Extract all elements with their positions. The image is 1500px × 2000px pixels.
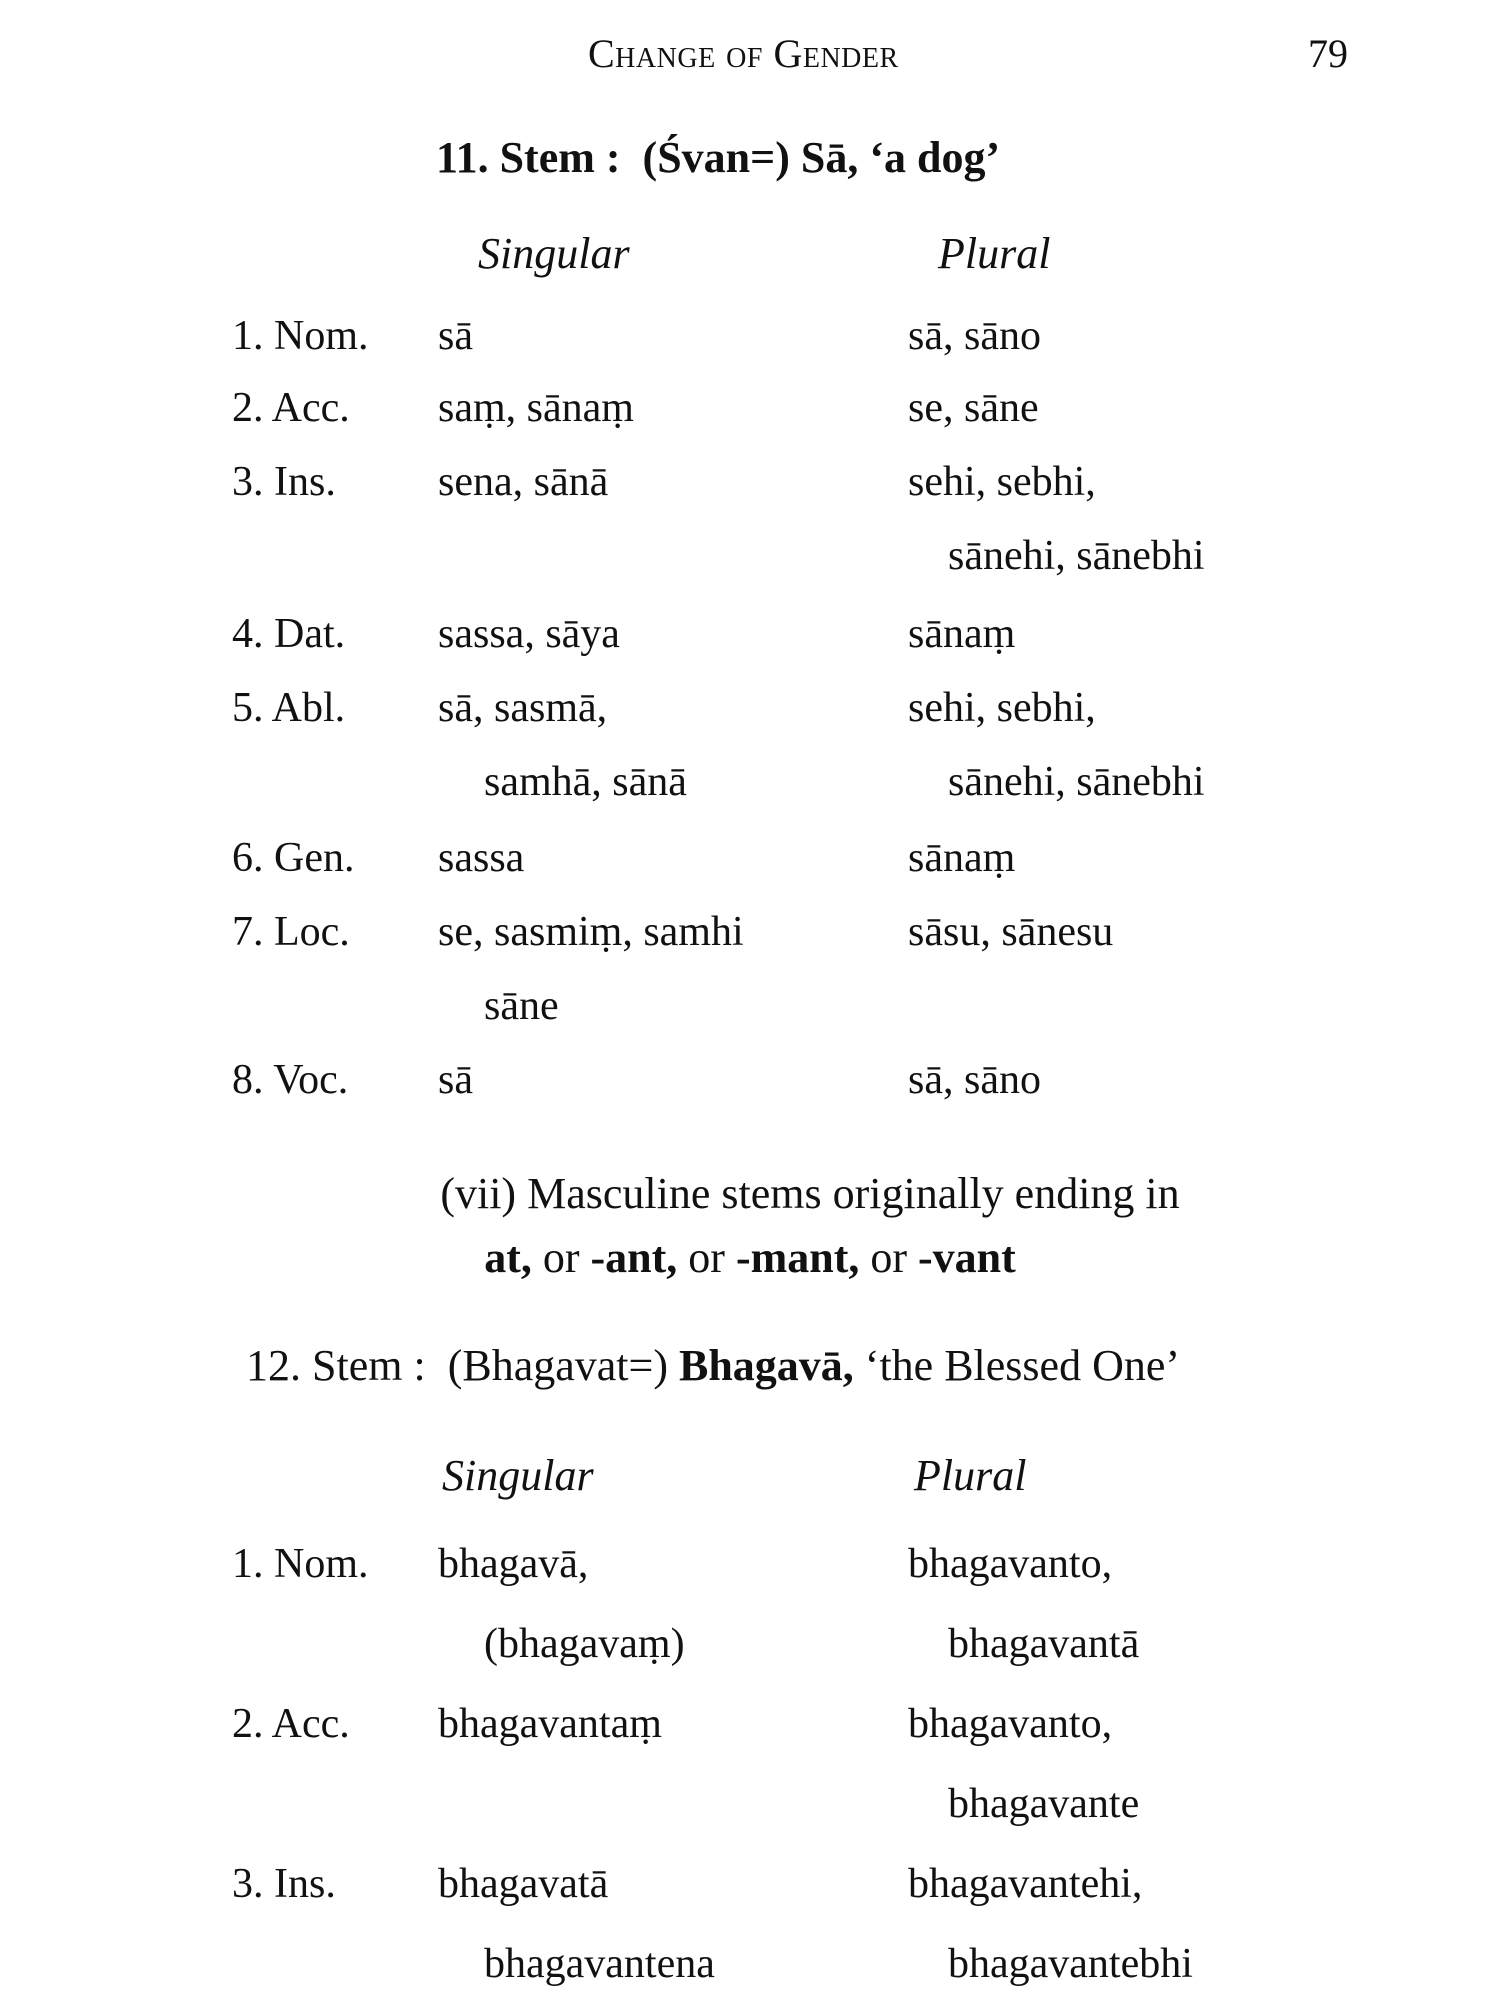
singular-form: bhagavantena bbox=[484, 1941, 715, 1987]
singular-form: sā bbox=[438, 313, 473, 359]
stem-12-singular-heading: Singular bbox=[442, 1451, 594, 1500]
table-row bbox=[0, 610, 1500, 670]
case-label: 6. Gen. bbox=[232, 835, 355, 881]
case-label: 1. Nom. bbox=[232, 1541, 369, 1587]
table-row bbox=[0, 1780, 1500, 1840]
stem-12-word: Bhagavā, bbox=[678, 1341, 854, 1390]
running-head bbox=[0, 30, 1500, 80]
stem-11-label: Stem : bbox=[499, 133, 621, 182]
ending-mant: -mant, bbox=[735, 1233, 860, 1282]
plural-form: sā, sāno bbox=[908, 1057, 1041, 1103]
singular-form: bhagavantaṃ bbox=[438, 1701, 662, 1747]
stem-12-number: 12. bbox=[246, 1341, 301, 1390]
table-row bbox=[0, 1056, 1500, 1116]
plural-form: bhagavante bbox=[948, 1781, 1140, 1827]
case-label: 3. Ins. bbox=[232, 459, 336, 505]
table-row bbox=[0, 908, 1500, 968]
table-row bbox=[0, 532, 1500, 592]
case-label: 4. Dat. bbox=[232, 611, 346, 657]
stem-12-origin: (Bhagavat=) bbox=[447, 1341, 668, 1390]
singular-form: bhagavā, bbox=[438, 1541, 589, 1587]
stem-12-gloss: ‘the Blessed One’ bbox=[864, 1341, 1181, 1390]
singular-form: (bhagavaṃ) bbox=[484, 1621, 685, 1667]
case-label: 7. Loc. bbox=[232, 909, 350, 955]
table-row bbox=[0, 1540, 1500, 1600]
case-label: 2. Acc. bbox=[232, 385, 350, 431]
table-row bbox=[0, 1860, 1500, 1920]
ending-ant: -ant, bbox=[590, 1233, 678, 1282]
plural-form: sānaṃ bbox=[908, 835, 1016, 881]
stem-11-heading bbox=[436, 132, 1000, 183]
plural-form: sehi, sebhi, bbox=[908, 459, 1096, 505]
stem-11-number: 11. bbox=[436, 133, 489, 182]
table-row bbox=[0, 758, 1500, 818]
table-row bbox=[0, 1940, 1500, 2000]
plural-form: bhagavantebhi bbox=[948, 1941, 1193, 1987]
plural-form: sāsu, sānesu bbox=[908, 909, 1114, 955]
or-word: or bbox=[870, 1233, 908, 1282]
plural-form: sehi, sebhi, bbox=[908, 685, 1096, 731]
or-word: or bbox=[542, 1233, 580, 1282]
stem-12-heading bbox=[246, 1340, 1180, 1391]
stem-11-word: Sā, bbox=[800, 133, 859, 182]
running-title: Change of Gender bbox=[588, 31, 899, 76]
table-row bbox=[0, 1620, 1500, 1680]
case-label: 5. Abl. bbox=[232, 685, 346, 731]
table-row bbox=[0, 684, 1500, 744]
table-row bbox=[0, 1700, 1500, 1760]
plural-form: bhagavanto, bbox=[908, 1701, 1113, 1747]
table-row bbox=[0, 384, 1500, 444]
singular-form: samhā, sānā bbox=[484, 759, 687, 805]
singular-form: sassa, sāya bbox=[438, 611, 620, 657]
plural-form: bhagavantehi, bbox=[908, 1861, 1143, 1907]
singular-form: bhagavatā bbox=[438, 1861, 609, 1907]
ending-vant: -vant bbox=[918, 1233, 1016, 1282]
table-row bbox=[0, 312, 1500, 372]
table-row bbox=[0, 982, 1500, 1042]
singular-form: sassa bbox=[438, 835, 525, 881]
case-label: 2. Acc. bbox=[232, 1701, 350, 1747]
table-row bbox=[0, 834, 1500, 894]
stem-11-singular-heading: Singular bbox=[478, 229, 630, 278]
plural-form: bhagavantā bbox=[948, 1621, 1140, 1667]
singular-form: sā bbox=[438, 1057, 473, 1103]
case-label: 3. Ins. bbox=[232, 1861, 336, 1907]
case-label: 8. Voc. bbox=[232, 1057, 349, 1103]
singular-form: sāne bbox=[484, 983, 559, 1029]
case-label: 1. Nom. bbox=[232, 313, 369, 359]
plural-form: sānehi, sānebhi bbox=[948, 759, 1205, 805]
stem-11-gloss: ‘a dog’ bbox=[869, 133, 1001, 182]
plural-form: se, sāne bbox=[908, 385, 1039, 431]
stem-11-plural-heading: Plural bbox=[938, 229, 1051, 278]
plural-form: sā, sāno bbox=[908, 313, 1041, 359]
stem-11-origin: (Śvan=) bbox=[642, 133, 790, 182]
plural-form: sānaṃ bbox=[908, 611, 1016, 657]
ending-at: at, bbox=[484, 1233, 532, 1282]
plural-form: sānehi, sānebhi bbox=[948, 533, 1205, 579]
section-note-line-2 bbox=[0, 1232, 1500, 1283]
singular-form: saṃ, sānaṃ bbox=[438, 385, 634, 431]
page-number: 79 bbox=[1308, 31, 1348, 76]
or-word: or bbox=[688, 1233, 725, 1282]
stem-12-label: Stem : bbox=[312, 1341, 426, 1390]
singular-form: sā, sasmā, bbox=[438, 685, 608, 731]
singular-form: sena, sānā bbox=[438, 459, 609, 505]
section-note-line-1: (vii) Masculine stems originally ending in bbox=[440, 1169, 1180, 1218]
table-row bbox=[0, 458, 1500, 518]
singular-form: se, sasmiṃ, samhi bbox=[438, 909, 744, 955]
plural-form: bhagavanto, bbox=[908, 1541, 1113, 1587]
stem-12-plural-heading: Plural bbox=[914, 1451, 1027, 1500]
